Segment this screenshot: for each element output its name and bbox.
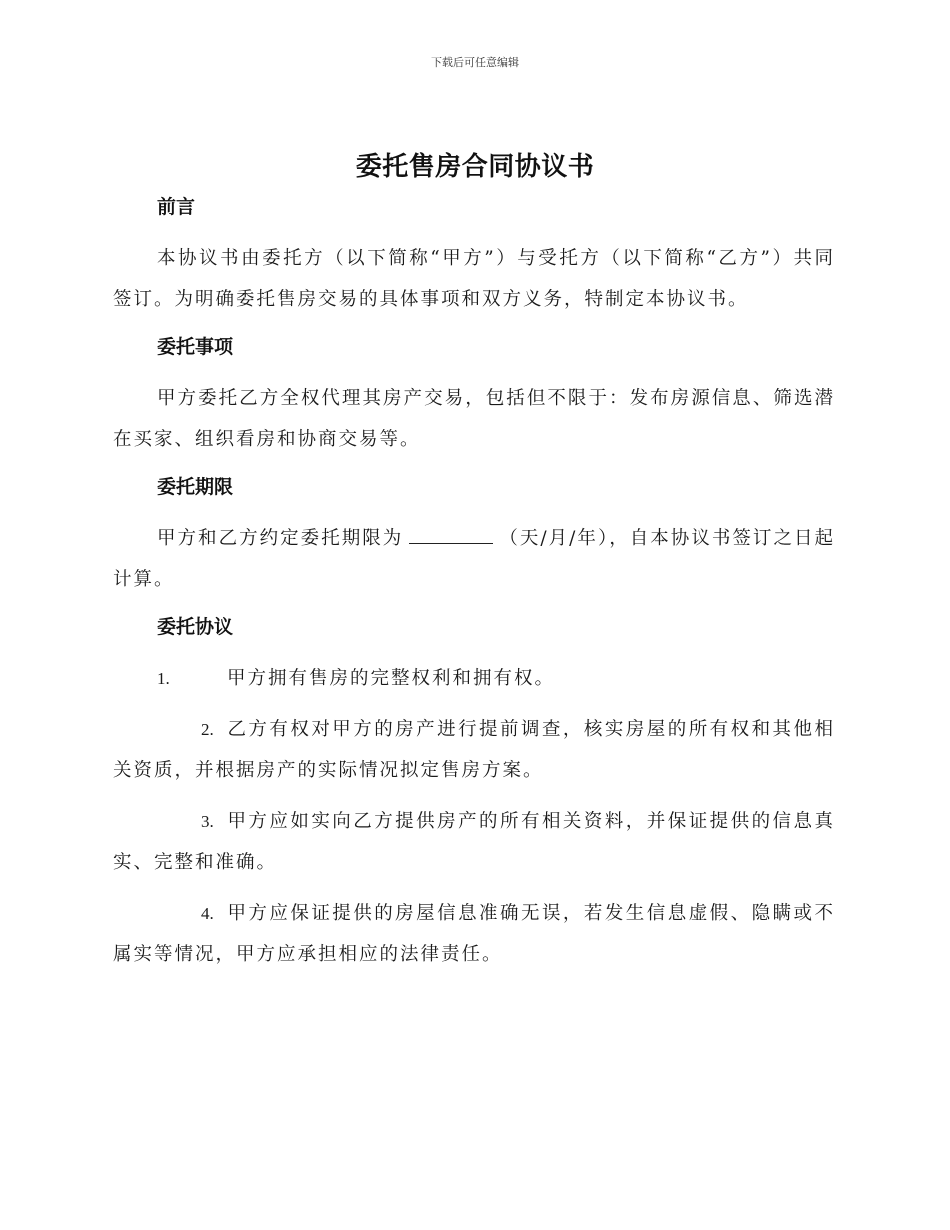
item-number: 3. [201, 812, 214, 831]
matters-paragraph: 甲方委托乙方全权代理其房产交易，包括但不限于：发布房源信息、筛选潜在买家、组织看房和协商交易等。 [113, 388, 835, 450]
term-blank-field[interactable] [409, 525, 493, 544]
item-text: 甲方应保证提供的房屋信息准确无误，若发生信息虚假、隐瞒或不属实等情况，甲方应承担相应的法律责任。 [113, 903, 835, 965]
header-note: 下载后可任意编辑 [431, 56, 519, 69]
term-paragraph [113, 518, 835, 600]
section-heading-preface: 前言 [157, 196, 196, 218]
item-number: 1. [157, 669, 170, 688]
item-number: 2. [201, 720, 214, 739]
document-title: 委托售房合同协议书 [355, 152, 595, 182]
item-text: 甲方拥有售房的完整权利和拥有权。 [227, 668, 556, 689]
agreement-item [113, 658, 835, 699]
item-text: 乙方有权对甲方的房产进行提前调查，核实房屋的所有权和其他相关资质，并根据房产的实际情况拟定售房方案。 [113, 719, 835, 781]
section-heading-term: 委托期限 [157, 476, 234, 498]
section-heading-agreement: 委托协议 [157, 616, 234, 638]
preface-paragraph: 本协议书由委托方（以下简称“甲方”）与受托方（以下简称“乙方”）共同签订。为明确委托售房交易的具体事项和双方义务，特制定本协议书。 [113, 248, 835, 310]
document-body [113, 190, 835, 975]
item-text: 甲方应如实向乙方提供房产的所有相关资料，并保证提供的信息真实、完整和准确。 [113, 811, 835, 873]
term-text-before: 甲方和乙方约定委托期限为 [157, 528, 404, 549]
agreement-item [113, 709, 835, 791]
term-text-after: （天/月/年），自本协议书签订之日起计算。 [113, 528, 835, 590]
agreement-item [113, 801, 835, 883]
section-heading-matters: 委托事项 [157, 336, 234, 358]
item-number: 4. [201, 904, 214, 923]
agreement-item [113, 893, 835, 975]
